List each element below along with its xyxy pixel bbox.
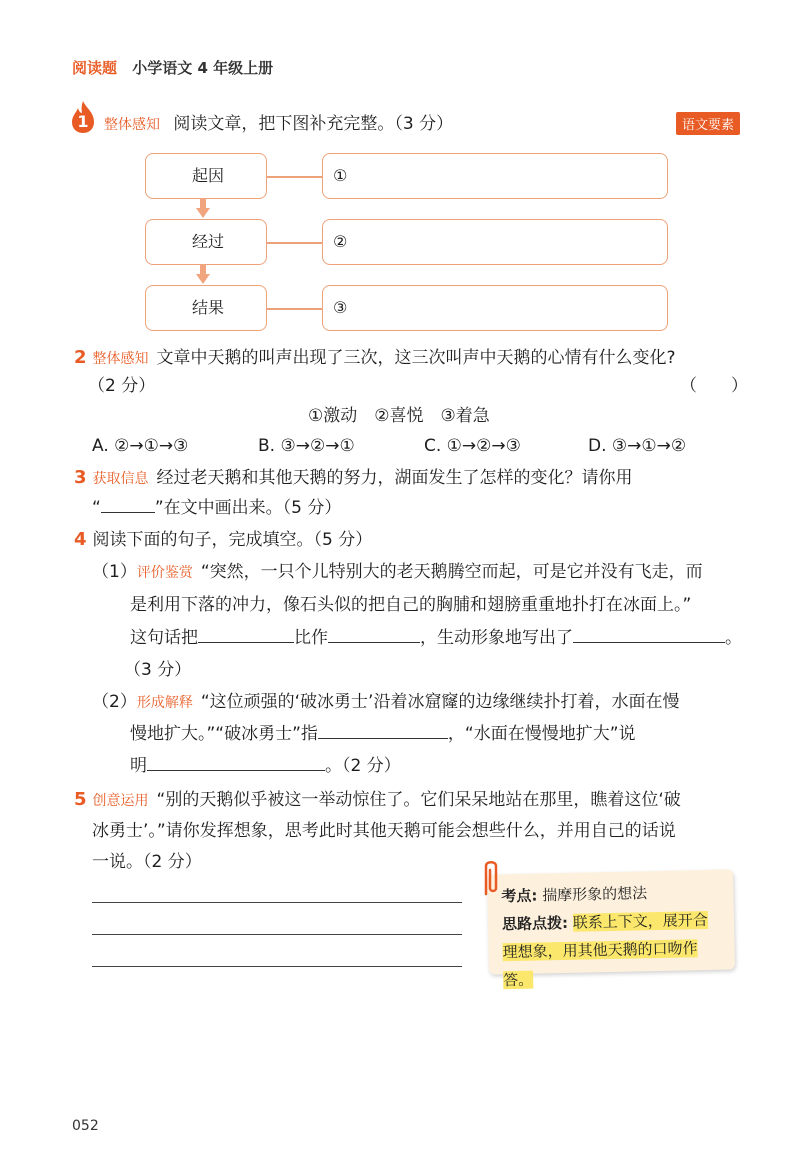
flow-answer-2[interactable]: ②	[322, 219, 668, 265]
question-2-score: （2 分）	[88, 376, 156, 396]
option-d[interactable]: D. ③→①→②	[588, 436, 687, 456]
option-a[interactable]: A. ②→①→③	[92, 436, 189, 456]
book-title: 小学语文 4 年级上册	[132, 59, 274, 77]
text-segment: 比作	[294, 628, 328, 648]
question-3-tag: 获取信息	[92, 471, 149, 487]
question-4-2-line3	[130, 750, 401, 782]
arrow-down-icon	[196, 264, 210, 284]
tip-highlight: 理想象，用其他天鹅的口吻作答。	[502, 939, 698, 990]
section-label: 阅读题	[72, 59, 118, 77]
question-2-moods: ①激动 ②喜悦 ③着急	[308, 406, 490, 426]
question-2-text: 文章中天鹅的叫声出现了三次，这三次叫声中天鹅的心情有什么变化?	[156, 348, 676, 368]
question-4-2-line1	[92, 686, 752, 719]
question-4-1-line1	[92, 556, 752, 589]
question-4-1-tag: 评价鉴赏	[136, 565, 193, 581]
flow-connector	[267, 176, 322, 178]
question-5-line3: 一说。（2 分）	[92, 852, 202, 872]
question-1-text: 阅读文章，把下图补充完整。（3 分）	[173, 114, 454, 134]
text-segment: ，生动形象地写出了	[420, 628, 573, 648]
text-segment: 明	[130, 756, 147, 776]
question-2-number: 2	[74, 347, 87, 368]
question-5-number: 5	[74, 789, 87, 810]
question-4-2-tag: 形成解释	[136, 695, 193, 711]
question-4-1-score: （3 分）	[124, 660, 192, 680]
writing-line[interactable]	[92, 902, 462, 903]
writing-line[interactable]	[92, 934, 462, 935]
flow-box-cause: 起因	[145, 153, 267, 199]
question-3-line2	[92, 492, 341, 524]
question-4-2-text: “这位顽强的‘破冰勇士’沿着冰窟窿的边缘继续扑打着，水面在慢	[200, 692, 680, 712]
question-4-2-line2	[130, 718, 636, 750]
sub-index: （2）	[92, 692, 137, 712]
question-4-number: 4	[74, 529, 87, 550]
answer-blank[interactable]	[147, 753, 325, 771]
question-1-number: 1	[77, 112, 89, 131]
answer-blank[interactable]	[198, 625, 294, 643]
text-segment: 。	[725, 628, 742, 648]
question-3-line1: 经过老天鹅和其他天鹅的努力，湖面发生了怎样的变化？请你用	[156, 468, 633, 488]
question-5-tag: 创意运用	[92, 793, 149, 809]
flow-answer-1[interactable]: ①	[322, 153, 668, 199]
answer-blank[interactable]	[318, 721, 448, 739]
question-1	[104, 108, 453, 141]
question-2-tag: 整体感知	[92, 351, 149, 367]
question-5-line2: 冰勇士’。”请你发挥想象，思考此时其他天鹅可能会想些什么，并用自己的话说	[92, 821, 676, 841]
text-segment: ，“水面在慢慢地扩大”说	[447, 724, 636, 744]
question-5-line1: “别的天鹅似乎被这一举动惊住了。它们呆呆地站在那里，瞧着这位‘破	[156, 790, 681, 810]
question-3-line2-text: ”在文中画出来。（5 分）	[154, 498, 342, 518]
tip-key: 思路点拨:	[501, 913, 569, 934]
question-5	[74, 784, 754, 817]
text-segment: 慢地扩大。”“破冰勇士”指	[130, 724, 318, 744]
tip-line-3	[502, 934, 721, 995]
tip-key: 考点:	[501, 886, 538, 906]
flow-box-process: 经过	[145, 219, 267, 265]
writing-line[interactable]	[92, 966, 462, 967]
quote-open: “	[92, 498, 101, 518]
page-number: 052	[72, 1118, 99, 1134]
question-2-answer-paren[interactable]: （ ）	[680, 376, 748, 396]
flame-number-icon	[70, 100, 96, 134]
question-4-1-line3	[130, 622, 742, 654]
paperclip-icon	[478, 858, 502, 898]
underline-sample	[101, 495, 155, 513]
tip-note	[487, 869, 735, 990]
tip-highlight: 联系上下文，展开合	[572, 910, 708, 932]
option-c[interactable]: C. ①→②→③	[424, 436, 521, 456]
page-header	[72, 57, 273, 78]
question-3-number: 3	[74, 467, 87, 488]
question-4	[74, 524, 372, 556]
question-4-1-line2: 是利用下落的冲力，像石头似的把自己的胸脯和翅膀重重地扑打在冰面上。”	[130, 595, 692, 615]
flow-connector	[267, 242, 322, 244]
option-b[interactable]: B. ③→②→①	[258, 436, 355, 456]
answer-blank[interactable]	[328, 625, 420, 643]
flow-answer-3[interactable]: ③	[322, 285, 668, 331]
flow-connector	[267, 308, 322, 310]
question-4-text: 阅读下面的句子，完成填空。（5 分）	[92, 530, 373, 550]
question-1-tag: 整体感知	[104, 117, 160, 133]
flow-box-result: 结果	[145, 285, 267, 331]
question-2	[74, 342, 754, 375]
answer-blank[interactable]	[573, 625, 725, 643]
badge-chinese-element: 语文要素	[676, 112, 740, 135]
question-3	[74, 462, 633, 495]
arrow-down-icon	[196, 198, 210, 218]
text-segment: 这句话把	[130, 628, 198, 648]
text-segment: 。（2 分）	[325, 756, 401, 776]
tip-value: 揣摩形象的想法	[542, 884, 648, 905]
question-4-1-text: “突然，一只个儿特别大的老天鹅腾空而起，可是它并没有飞走，而	[200, 562, 703, 582]
sub-index: （1）	[92, 562, 137, 582]
